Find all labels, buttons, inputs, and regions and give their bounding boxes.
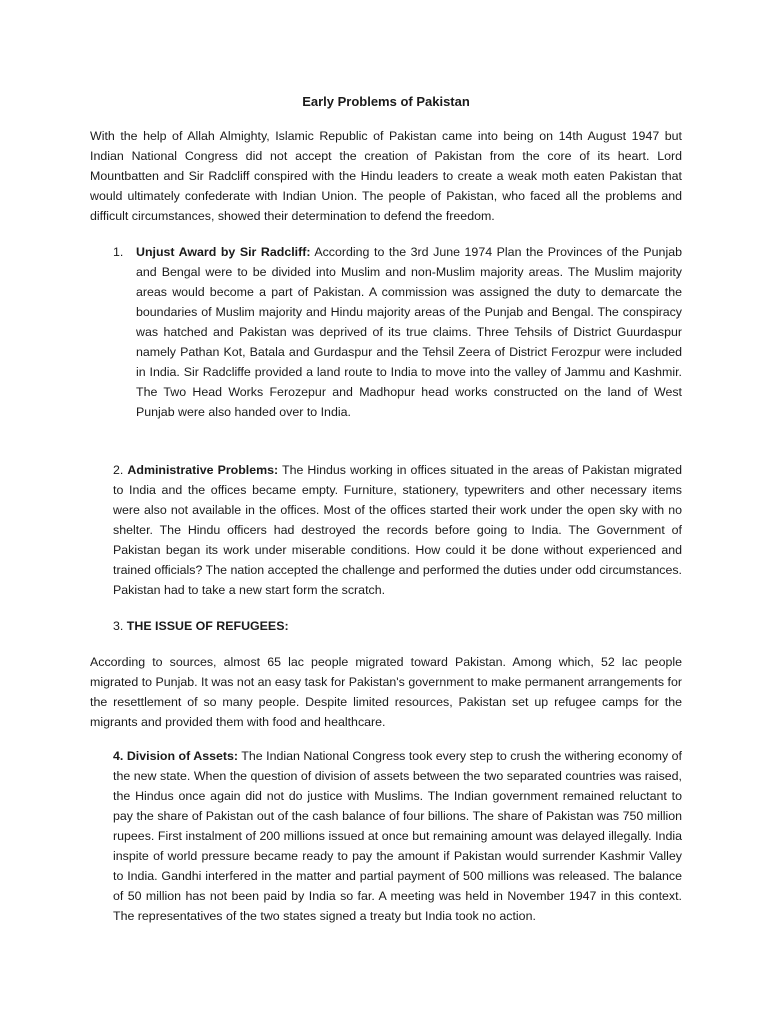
item-heading-with-number: [113, 749, 238, 763]
item-text: The Hindus working in offices situated in the areas of Pakistan migrated to India and the offices became empty. Furniture, stationery, typewriters and other necessary items were also not available in the offices. Most of the offices started their work under the open sky with no shelter. The Hindu officers had destroyed the records before going to India. The Government of Pakistan began its work under miserable conditions. How could it be done without experienced and trained officials? The nation accepted the challenge and performed the duties under odd circumstances. Pakistan had to take a new start form the scratch.: [113, 463, 682, 597]
item-number: 4.: [113, 749, 124, 763]
item-heading: Division of Assets:: [126, 749, 239, 763]
list-item: [90, 460, 682, 600]
list-item: [90, 746, 682, 926]
document-title: Early Problems of Pakistan: [302, 94, 470, 109]
item-heading: Unjust Award by Sir Radcliff:: [136, 245, 311, 259]
item-paragraph: [136, 242, 682, 422]
list-item: [90, 242, 682, 422]
item-number: 3.: [113, 619, 124, 633]
item-text: According to the 3rd June 1974 Plan the Provinces of the Punjab and Bengal were to be divided into Muslim and non-Muslim majority areas. The Muslim majority areas would become a part of Pakistan. A commission was assigned the duty to demarcate the boundaries of Muslim majority and Hindu majority areas of the Punjab and Bengal. The conspiracy was hatched and Pakistan was deprived of its true claims. Three Tehsils of District Guurdaspur namely Pathan Kot, Batala and Gurdaspur and the Tehsil Zeera of District Ferozpur were included in India. Sir Radcliffe provided a land route to India to move into the valley of Jammu and Kashmir. The Two Head Works Ferozepur and Madhopur head works constructed on the land of West Punjab were also handed over to India.: [136, 245, 682, 419]
refugees-paragraph: According to sources, almost 65 lac people migrated toward Pakistan. Among which, 52 lac people migrated to Punjab. It was not an easy task for Pakistan's government to make permanent arrangements for the resettlement of so many people. Despite limited resources, Pakistan set up refugee camps for the migrants and provided them with food and healthcare.: [90, 655, 682, 729]
item-number: 2.: [113, 463, 124, 477]
item-text: The Indian National Congress took every step to crush the withering economy of the new state. When the question of division of assets between the two separated countries was raised, the Hindus once again did not do justice with Muslims. The Indian government remained reluctant to pay the share of Pakistan out of the cash balance of four billions. The share of Pakistan was 750 million rupees. First instalment of 200 millions issued at once but remaining amount was delayed illegally. India inspite of world pressure became ready to pay the amount if Pakistan would surrender Kashmir Valley to India. Gandhi interfered in the matter and partial payment of 500 millions was released. The balance of 50 million has not been paid by India so far. A meeting was held in November 1947 in this context. The representatives of the two states signed a treaty but India took no action.: [113, 749, 682, 923]
item-heading: Administrative Problems:: [127, 463, 279, 477]
intro-paragraph: With the help of Allah Almighty, Islamic Republic of Pakistan came into being on 14th August 1947 but Indian National Congress did not accept the creation of Pakistan from the core of its heart. Lord Mountbatten and Sir Radcliff conspired with the Hindu leaders to create a weak moth eaten Pakistan that would ultimately confederate with Indian Union. The people of Pakistan, who faced all the problems and difficult circumstances, showed their determination to defend the freedom.: [90, 129, 682, 223]
item-number: 1.: [113, 245, 124, 259]
item-heading: THE ISSUE OF REFUGEES:: [126, 619, 289, 633]
list-item: [90, 616, 682, 636]
